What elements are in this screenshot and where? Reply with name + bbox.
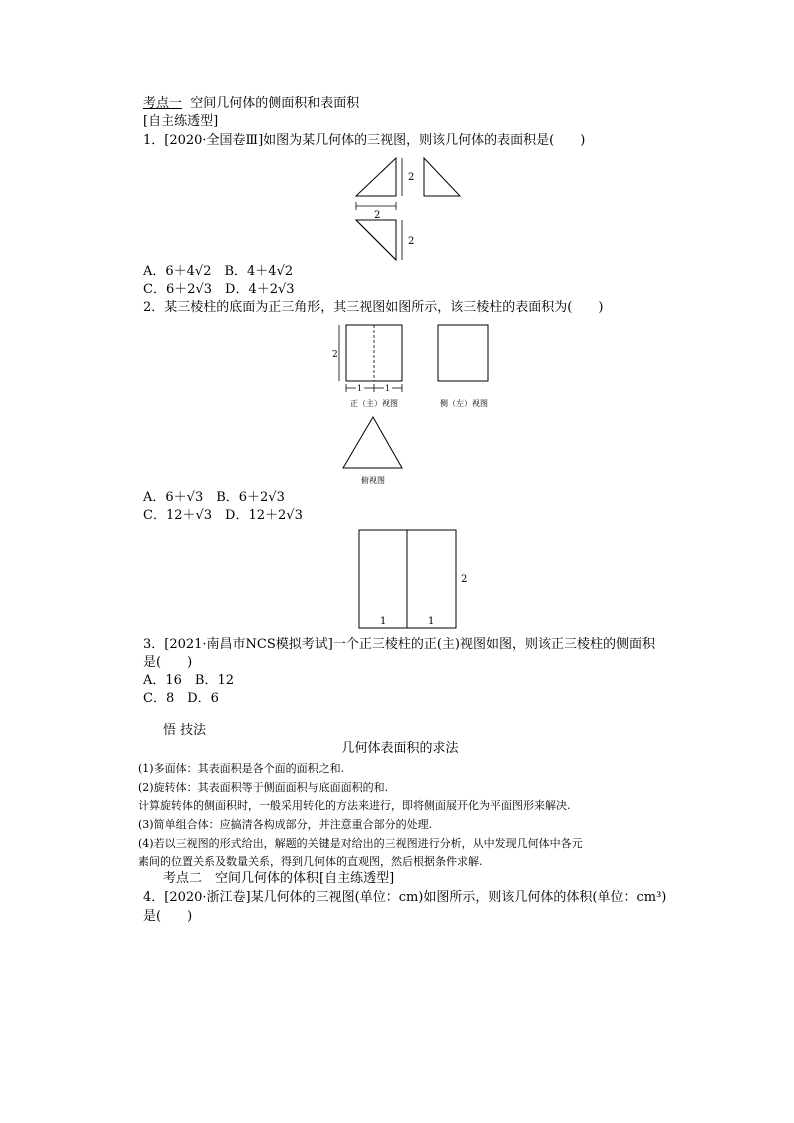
tips-line-5: (4)若以三视图的形式给出，解题的关键是对给出的三视图进行分析，从中发现几何体中各元 — [138, 837, 583, 850]
section2-heading: 考点二 空间几何体的体积[自主练透型] — [163, 871, 395, 886]
tips-heading: 悟 技法 — [163, 723, 207, 738]
q4-stem-line2: 是( ) — [143, 909, 193, 924]
q2-stem: 2．某三棱柱的底面为正三角形，其三视图如图所示，该三棱柱的表面积为( ) — [143, 300, 604, 315]
tips-title: 几何体表面积的求法 — [341, 741, 459, 756]
section1-heading-title: 空间几何体的侧面积和表面积 — [190, 96, 360, 111]
section1-tag: [自主练透型] — [143, 114, 219, 129]
q1-three-views-figure — [352, 156, 468, 268]
tips-line-3: 计算旋转体的侧面积时，一般采用转化的方法来进行，即将侧面展开化为平面图形来解决. — [138, 799, 571, 812]
q3-height-label: 2 — [461, 574, 468, 585]
section1-heading — [143, 96, 359, 112]
q2-side-caption: 侧（左）视图 — [440, 399, 488, 408]
q3-stem-line1: 3．[2021·南昌市NCS模拟考试]一个正三棱柱的正(主)视图如图，则该正三棱柱的侧面积 — [143, 637, 656, 652]
q2-options-row1: A．6＋√3 B．6＋2√3 — [143, 490, 285, 505]
q2-top-caption: 俯视图 — [361, 476, 385, 485]
q1-front-view — [356, 158, 396, 196]
q2-height-label: 2 — [332, 350, 338, 360]
q3-front-view-figure — [356, 528, 476, 632]
q2-three-views-figure — [330, 320, 510, 490]
tips-line-6: 素间的位置关系及数量关系，得到几何体的直观图，然后根据条件求解. — [138, 855, 483, 868]
q1-top-height-label: 2 — [408, 236, 415, 247]
q2-width-label-left: 1 — [357, 384, 363, 393]
q1-side-view — [424, 158, 460, 196]
q3-options-row1: A．16 B．12 — [143, 673, 235, 688]
q3-stem-line2: 是( ) — [143, 655, 193, 670]
q4-stem-line1: 4．[2020·浙江卷]某几何体的三视图(单位：cm)如图所示，则该几何体的体积(单位：cm³) — [143, 890, 667, 905]
q2-front-caption: 正（主）视图 — [350, 399, 398, 408]
q3-options-row2: C．8 D．6 — [143, 691, 219, 706]
q3-width-label-right: 1 — [428, 616, 435, 627]
tips-line-2: (2)旋转体：其表面积等于侧面面积与底面面积的和. — [138, 781, 389, 794]
q2-options-row2: C．12＋√3 D．12＋2√3 — [143, 508, 303, 523]
q2-top-view — [343, 417, 402, 468]
q3-width-label-left: 1 — [380, 616, 387, 627]
tips-line-1: (1)多面体：其表面积是各个面的面积之和. — [138, 762, 345, 775]
section1-heading-prefix: 考点一 — [143, 96, 183, 111]
q2-width-label-right: 1 — [385, 384, 391, 393]
q1-width-label: 2 — [374, 210, 381, 221]
q1-options-row1: A．6＋4√2 B．4＋4√2 — [143, 264, 294, 279]
tips-line-4: (3)简单组合体：应搞清各构成部分，并注意重合部分的处理. — [138, 818, 433, 831]
q1-stem: 1．[2020·全国卷Ⅲ]如图为某几何体的三视图，则该几何体的表面积是( ) — [143, 133, 586, 148]
q2-side-view — [438, 325, 488, 381]
q1-options-row2: C．6＋2√3 D．4＋2√3 — [143, 282, 295, 297]
q1-front-height-label: 2 — [408, 172, 415, 183]
